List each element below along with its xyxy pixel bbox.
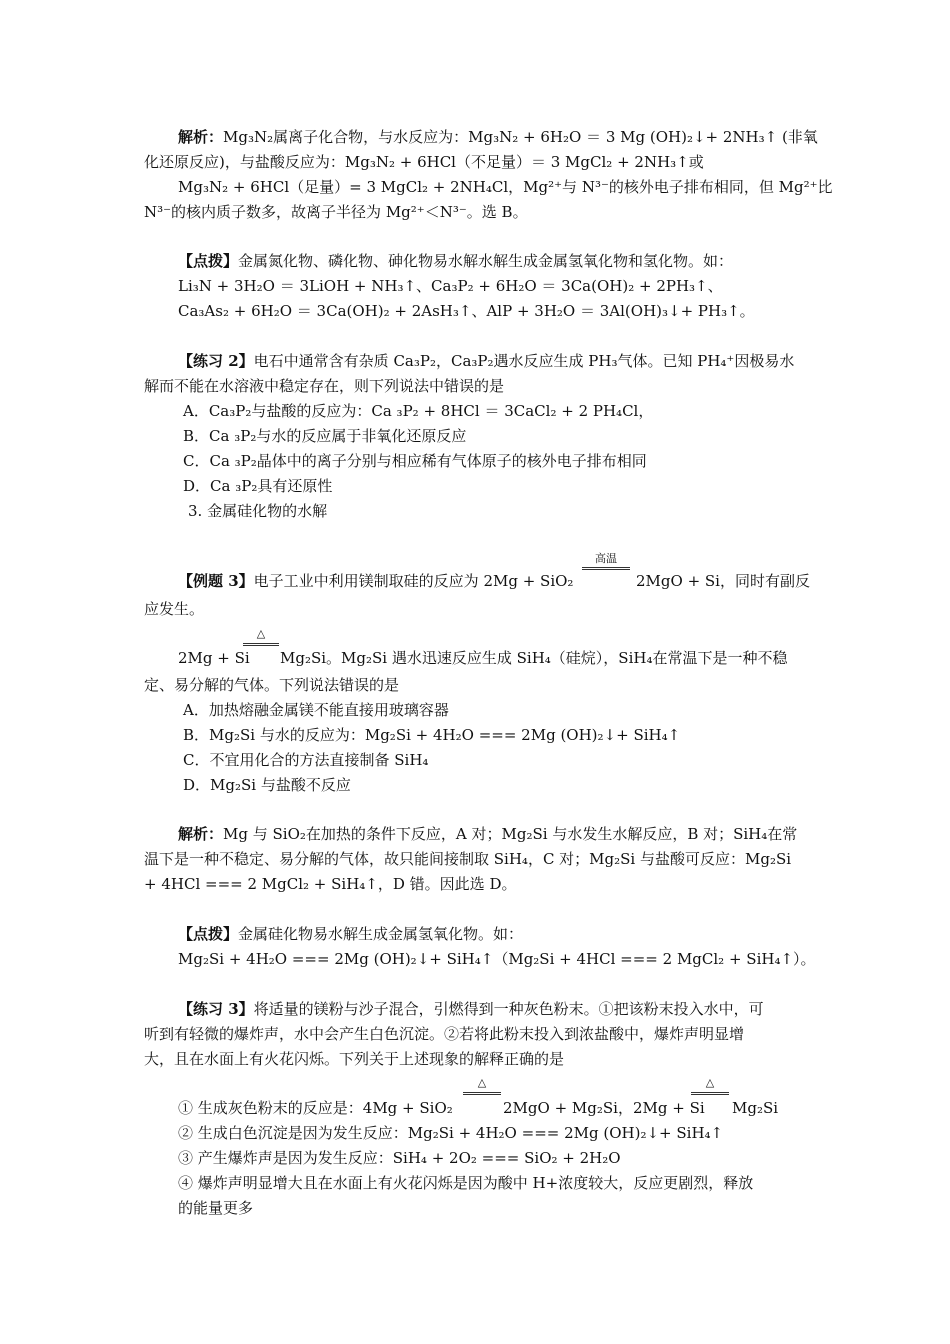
exercise-3-item-4a: ④ 爆炸声明显增大且在水面上有火花闪烁是因为酸中 H+浓度较大，反应更剧烈，释放 bbox=[178, 1174, 754, 1192]
exercise-2-option-a: A．Ca₃P₂与盐酸的反应为：Ca ₃P₂ + 8HCl ＝ 3CaCl₂ + 2 PH₄Cl， bbox=[183, 402, 654, 420]
exercise-3-item-1c: Mg₂Si bbox=[732, 1099, 779, 1117]
example-3-line-4: 定、易分解的气体。下列说法错误的是 bbox=[144, 676, 400, 694]
tip-3-line-1: 【点拨】金属硅化物易水解生成金属氢氧化物。如： bbox=[178, 925, 524, 943]
analysis-3-line-2: 温下是一种不稳定、易分解的气体，故只能间接制取 SiH₄，C 对；Mg₂Si 与盐酸可反应：Mg₂Si bbox=[144, 850, 792, 868]
example-3-line-1a: 【例题 3】电子工业中利用镁制取硅的反应为 2Mg + SiO₂ bbox=[178, 572, 574, 590]
reaction-condition-heat: △ bbox=[256, 627, 266, 640]
exercise-3-item-1b: 2MgO + Mg₂Si，2Mg + Si bbox=[503, 1099, 705, 1117]
exercise-3-line-3: 大，且在水面上有火花闪烁。下列关于上述现象的解释正确的是 bbox=[144, 1050, 565, 1068]
exercise-3-line-2: 听到有轻微的爆炸声，水中会产生白色沉淀。②若将此粉末投入到浓盐酸中，爆炸声明显增 bbox=[144, 1025, 745, 1043]
tip-1-line-1: 【点拨】金属氮化物、磷化物、砷化物易水解水解生成金属氢氧化物和氢化物。如： bbox=[178, 252, 734, 270]
tip-label: 【点拨】 bbox=[178, 252, 239, 270]
example-3-option-b: B．Mg₂Si 与水的反应为：Mg₂Si + 4H₂O === 2Mg (OH)₂↓+ SiH₄↑ bbox=[183, 726, 681, 744]
analysis-label: 解析： bbox=[178, 128, 224, 146]
example-3-option-a: A．加热熔融金属镁不能直接用玻璃容器 bbox=[183, 701, 449, 719]
example-3-line-2: 应发生。 bbox=[144, 600, 205, 618]
exercise-2-line-1: 【练习 2】电石中通常含有杂质 Ca₃P₂，Ca₃P₂遇水反应生成 PH₃气体。已知 PH₄⁺因极易水 bbox=[178, 352, 795, 370]
exercise-3-line-1: 【练习 3】将适量的镁粉与沙子混合，引燃得到一种灰色粉末。①把该粉末投入水中，可 bbox=[178, 1000, 764, 1018]
analysis-1-line-2: 化还原反应)，与盐酸反应为：Mg₃N₂ + 6HCl（不足量）＝ 3 MgCl₂ + 2NH₃↑或 bbox=[144, 153, 704, 171]
tip-label: 【点拨】 bbox=[178, 925, 239, 943]
exercise-3-item-4b: 的能量更多 bbox=[178, 1199, 254, 1217]
analysis-1-line-3: Mg₃N₂ + 6HCl（足量）= 3 MgCl₂ + 2NH₄Cl，Mg²⁺与 N³⁻的核外电子排布相同，但 Mg²⁺比 bbox=[178, 178, 833, 196]
exercise-2-line-2: 解而不能在水溶液中稳定存在，则下列说法中错误的是 bbox=[144, 377, 505, 395]
reaction-condition-heat: △ bbox=[705, 1076, 715, 1089]
reaction-arrow-bar bbox=[691, 1092, 729, 1095]
example-label: 【例题 3】 bbox=[178, 572, 254, 590]
tip-1-line-2: Li₃N + 3H₂O ＝ 3LiOH + NH₃↑、Ca₃P₂ + 6H₂O ＝ 3Ca(OH)₂ + 2PH₃↑、 bbox=[178, 277, 723, 295]
analysis-3-line-3: + 4HCl === 2 MgCl₂ + SiH₄↑，D 错。因此选 D。 bbox=[144, 875, 517, 893]
example-3-option-d: D．Mg₂Si 与盐酸不反应 bbox=[183, 776, 351, 794]
tip-3-line-2: Mg₂Si + 4H₂O === 2Mg (OH)₂↓+ SiH₄↑（Mg₂Si + 4HCl === 2 MgCl₂ + SiH₄↑）。 bbox=[178, 950, 816, 968]
analysis-label: 解析： bbox=[178, 825, 224, 843]
exercise-3-item-2: ② 生成白色沉淀是因为发生反应：Mg₂Si + 4H₂O === 2Mg (OH)₂↓+ SiH₄↑ bbox=[178, 1124, 724, 1142]
example-3-option-c: C．不宜用化合的方法直接制备 SiH₄ bbox=[183, 751, 429, 769]
analysis-1-line-1: 解析：Mg₃N₂属离子化合物，与水反应为：Mg₃N₂ + 6H₂O ＝ 3 Mg (OH)₂↓+ 2NH₃↑ (非氧 bbox=[178, 128, 818, 146]
analysis-1-line-4: N³⁻的核内质子数多，故离子半径为 Mg²⁺＜N³⁻。选 B。 bbox=[144, 203, 528, 221]
example-3-line-1b: 2MgO + Si，同时有副反 bbox=[636, 572, 810, 590]
section-heading: 3. 金属硅化物的水解 bbox=[188, 502, 328, 520]
exercise-3-item-1a: ① 生成灰色粉末的反应是：4Mg + SiO₂ bbox=[178, 1099, 453, 1117]
analysis-3-line-1: 解析：Mg 与 SiO₂在加热的条件下反应，A 对；Mg₂Si 与水发生水解反应，B 对；SiH₄在常 bbox=[178, 825, 798, 843]
example-3-line-3b: Mg₂Si。Mg₂Si 遇水迅速反应生成 SiH₄（硅烷），SiH₄在常温下是一种不稳 bbox=[280, 649, 788, 667]
exercise-2-option-d: D．Ca ₃P₂具有还原性 bbox=[183, 477, 333, 495]
reaction-arrow-bar bbox=[582, 567, 630, 570]
reaction-condition-high-temp: 高温 bbox=[595, 552, 617, 565]
exercise-label: 【练习 3】 bbox=[178, 1000, 254, 1018]
exercise-2-option-b: B．Ca ₃P₂与水的反应属于非氧化还原反应 bbox=[183, 427, 467, 445]
exercise-2-option-c: C．Ca ₃P₂晶体中的离子分别与相应稀有气体原子的核外电子排布相同 bbox=[183, 452, 647, 470]
tip-1-line-3: Ca₃As₂ + 6H₂O ＝ 3Ca(OH)₂ + 2AsH₃↑、AlP + 3H₂O ＝ 3Al(OH)₃↓+ PH₃↑。 bbox=[178, 302, 755, 320]
example-3-line-3a: 2Mg + Si bbox=[178, 649, 250, 667]
exercise-label: 【练习 2】 bbox=[178, 352, 254, 370]
exercise-3-item-3: ③ 产生爆炸声是因为发生反应：SiH₄ + 2O₂ === SiO₂ + 2H₂O bbox=[178, 1149, 621, 1167]
reaction-arrow-bar bbox=[463, 1092, 501, 1095]
reaction-arrow-bar bbox=[243, 643, 279, 646]
reaction-condition-heat: △ bbox=[477, 1076, 487, 1089]
